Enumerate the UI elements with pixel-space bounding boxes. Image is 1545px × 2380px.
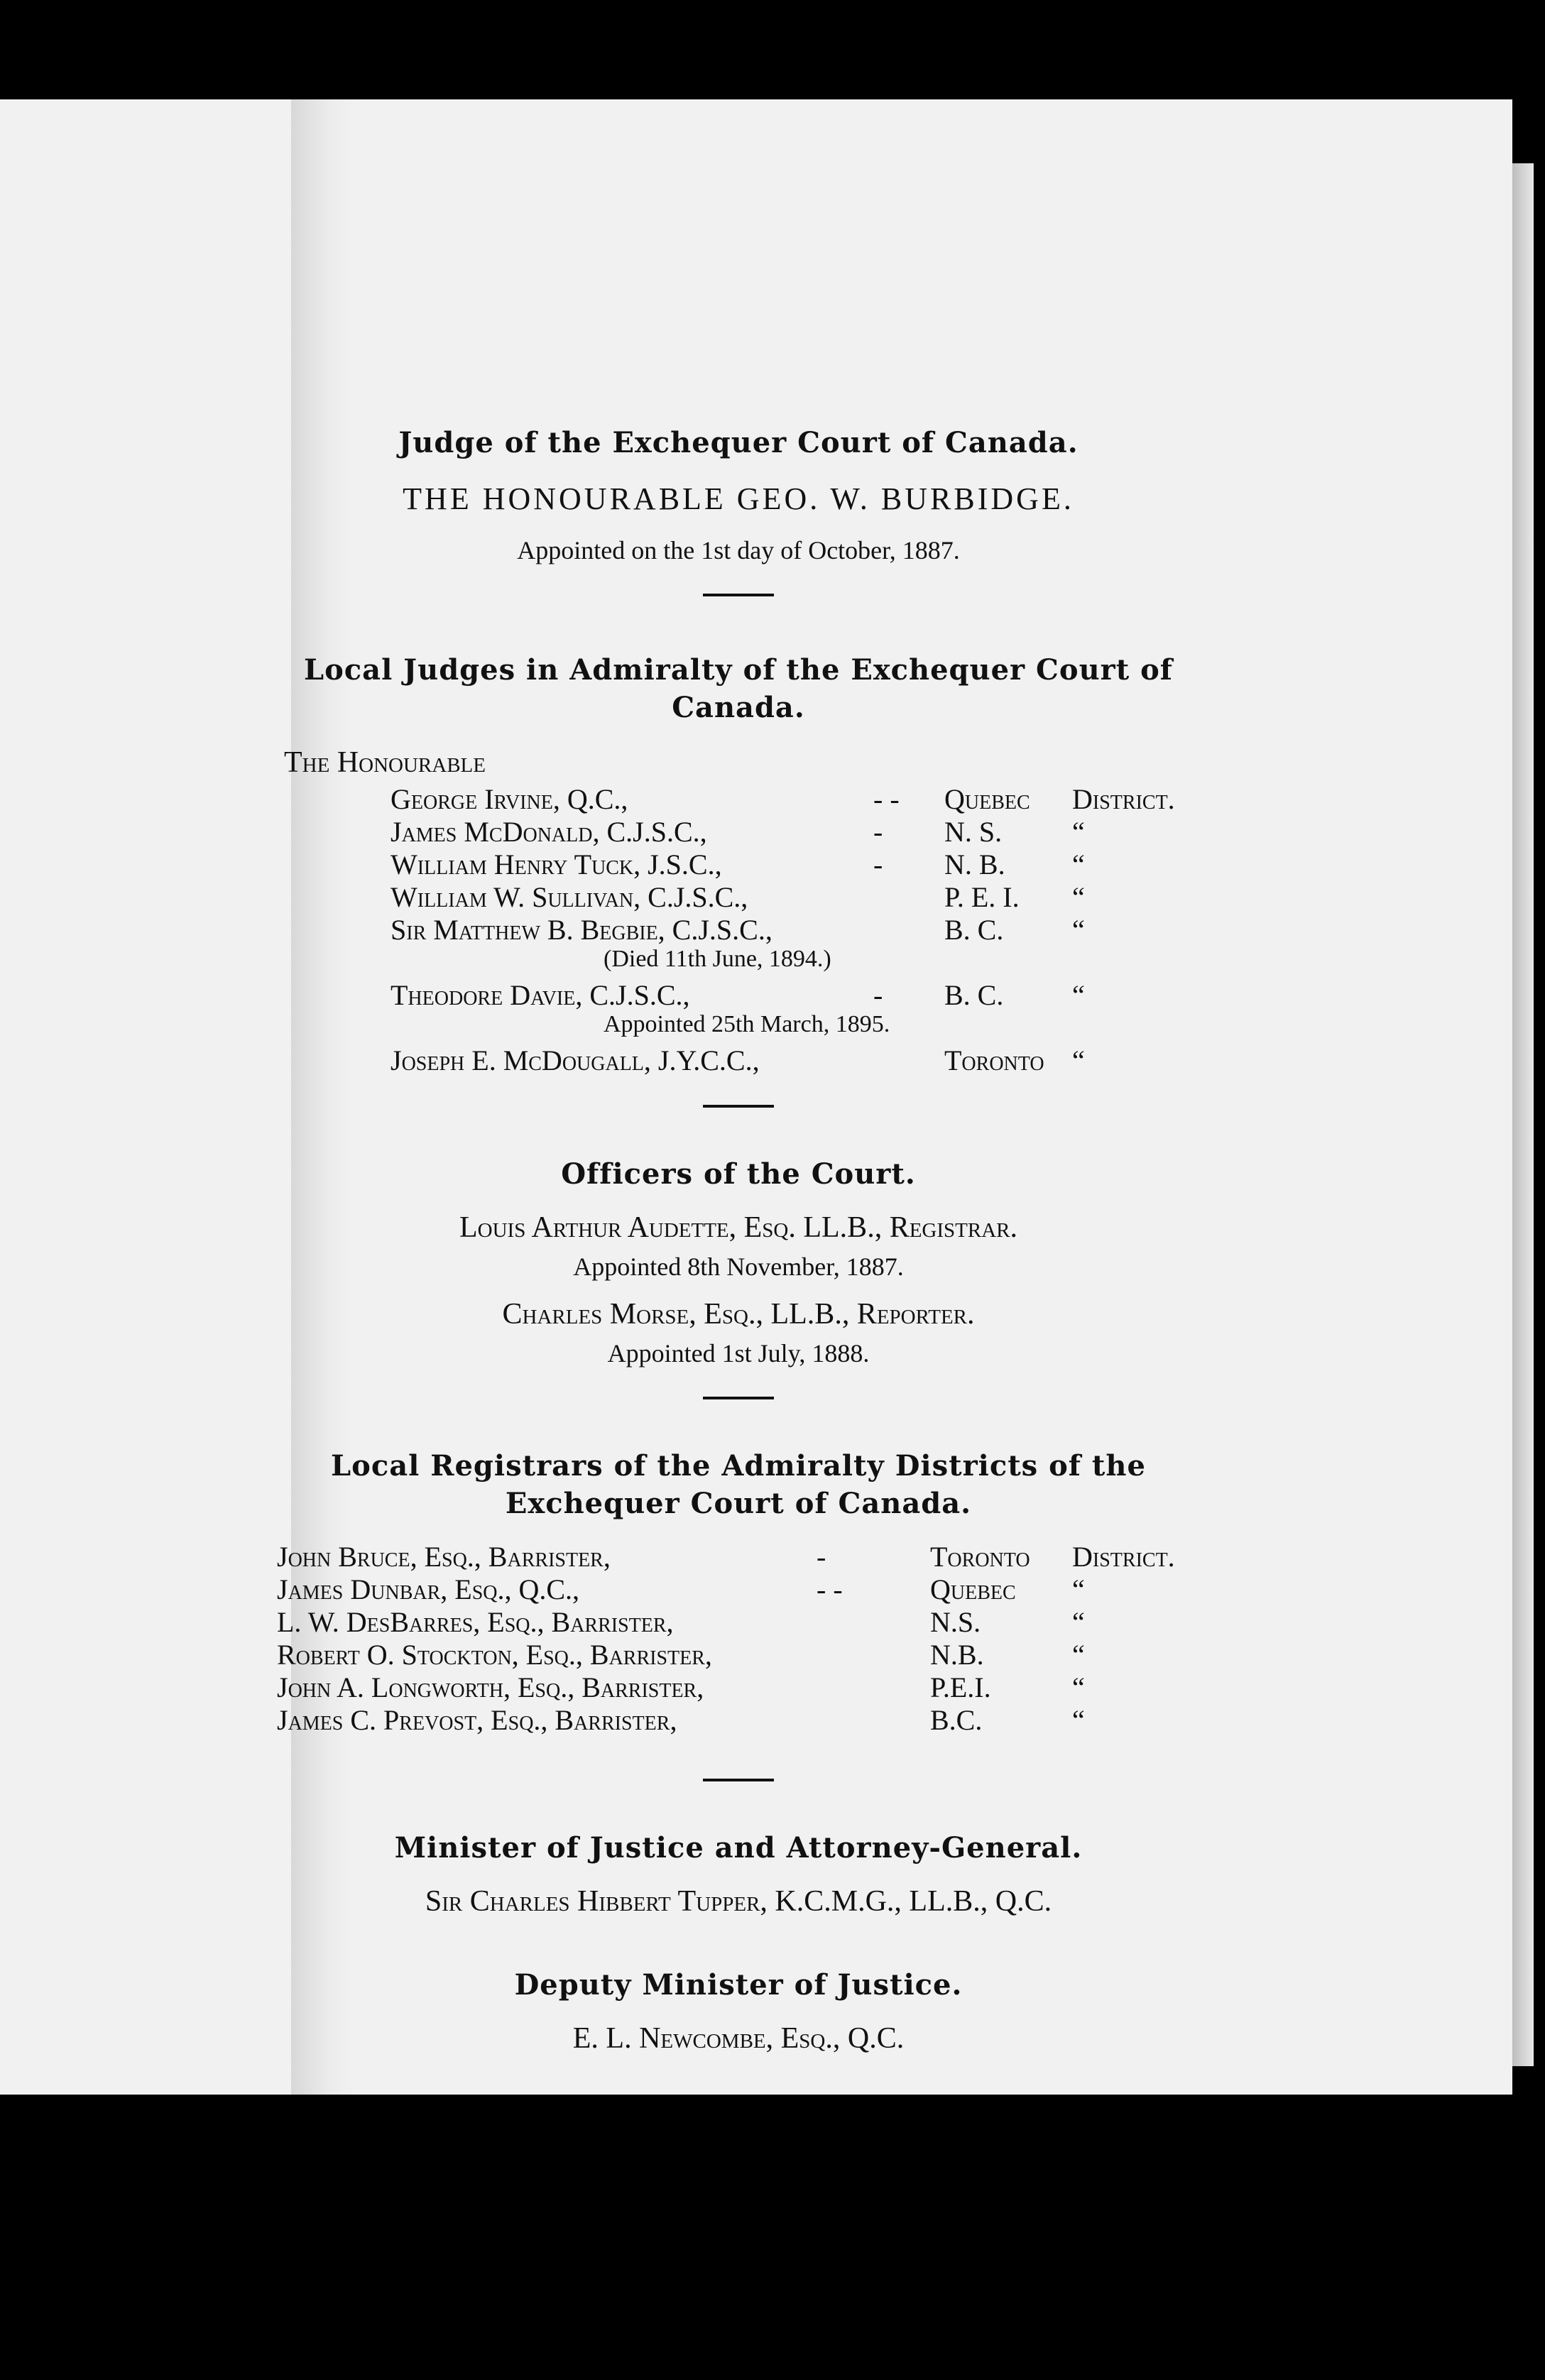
officers-section — [256, 1157, 1221, 1399]
local-registrars-section — [256, 1449, 1221, 1781]
list-row — [256, 1638, 1221, 1671]
district-label: “ — [1072, 914, 1085, 946]
divider — [703, 1397, 774, 1399]
district-label: “ — [1072, 979, 1085, 1011]
person-name: William W. Sullivan, C.J.S.C., — [391, 881, 748, 913]
district-label: “ — [1072, 881, 1085, 913]
district-label: “ — [1072, 1573, 1085, 1605]
reporter-appointed: Appointed 1st July, 1888. — [607, 1339, 870, 1368]
place-name: B. C. — [944, 979, 1004, 1011]
divider — [703, 1105, 774, 1108]
district-label: “ — [1072, 1704, 1085, 1736]
list-row — [256, 913, 1221, 946]
reporter-name: Charles Morse, Esq., LL.B., Reporter. — [502, 1298, 975, 1331]
registrar-appointed: Appointed 8th November, 1887. — [573, 1252, 904, 1281]
list-row — [256, 1044, 1221, 1076]
person-name: William Henry Tuck, J.S.C., — [391, 848, 722, 880]
place-name: P.E.I. — [930, 1671, 991, 1703]
place-name: B. C. — [944, 914, 1004, 946]
person-name: James McDonald, C.J.S.C., — [391, 816, 707, 848]
list-row — [256, 848, 1221, 880]
district-label: District. — [1072, 783, 1175, 815]
district-label: “ — [1072, 1671, 1085, 1703]
officers-heading: Officers of the Court. — [561, 1157, 916, 1191]
list-row — [256, 1605, 1221, 1638]
place-name: Toronto — [944, 1044, 1044, 1076]
person-name: James Dunbar, Esq., Q.C., — [277, 1573, 580, 1605]
leader-dash: - — [817, 1541, 826, 1573]
list-row — [256, 1540, 1221, 1573]
deputy-section — [256, 1968, 1221, 2056]
person-name: John A. Longworth, Esq., Barrister, — [277, 1671, 704, 1703]
list-row — [256, 815, 1221, 848]
place-name: Quebec — [944, 783, 1030, 815]
local-registrars-list — [256, 1540, 1221, 1736]
deputy-name: E. L. Newcombe, Esq., Q.C. — [572, 2022, 905, 2055]
person-name: James C. Prevost, Esq., Barrister, — [277, 1704, 677, 1736]
minister-name: Sir Charles Hibbert Tupper, K.C.M.G., LL.B., Q.C. — [425, 1885, 1052, 1918]
place-name: Quebec — [930, 1573, 1016, 1605]
leader-dash: - — [873, 816, 883, 848]
registrars-heading-line1: Local Registrars of the Admiralty Districts of the — [331, 1449, 1146, 1483]
person-name: Sir Matthew B. Begbie, C.J.S.C., — [391, 914, 772, 946]
local-judges-list — [256, 782, 1221, 1076]
district-label: “ — [1072, 1044, 1085, 1076]
district-label: “ — [1072, 816, 1085, 848]
district-label: “ — [1072, 1606, 1085, 1638]
place-name: N.B. — [930, 1639, 984, 1671]
place-name: B.C. — [930, 1704, 983, 1736]
exchequer-judge-heading: Judge of the Exchequer Court of Canada. — [398, 426, 1079, 459]
local-judges-heading-line2: Canada. — [672, 691, 805, 724]
list-row — [256, 978, 1221, 1011]
exchequer-judge-name: THE HONOURABLE GEO. W. BURBIDGE. — [403, 481, 1074, 516]
leader-dash: - — [873, 979, 883, 1011]
district-label: “ — [1072, 848, 1085, 880]
local-judges-heading-line1: Local Judges in Admiralty of the Exchequer Court of — [303, 653, 1174, 687]
list-row — [256, 1703, 1221, 1736]
appointment-note: (Died 11th June, 1894.) — [604, 946, 831, 972]
list-row — [256, 1573, 1221, 1605]
person-name: Robert O. Stockton, Esq., Barrister, — [277, 1639, 712, 1671]
document-body — [256, 426, 1221, 2166]
person-name: Joseph E. McDougall, J.Y.C.C., — [391, 1044, 760, 1076]
list-row — [256, 1671, 1221, 1703]
registrars-heading-line2: Exchequer Court of Canada. — [505, 1487, 972, 1520]
list-row — [256, 880, 1221, 913]
deputy-heading: Deputy Minister of Justice. — [514, 1968, 963, 2002]
person-name: John Bruce, Esq., Barrister, — [277, 1541, 611, 1573]
minister-heading: Minister of Justice and Attorney-General. — [394, 1831, 1083, 1865]
leader-dash: - — [873, 848, 883, 880]
exchequer-judge-section — [256, 426, 1221, 596]
minister-section — [256, 1831, 1221, 1918]
place-name: N. S. — [944, 816, 1003, 848]
leader-dash: - - — [873, 783, 900, 815]
honourable-prefix: The Honourable — [284, 746, 486, 779]
page-edge — [1512, 163, 1534, 2066]
district-label: District. — [1072, 1541, 1175, 1573]
exchequer-judge-appointed: Appointed on the 1st day of October, 1887. — [517, 536, 960, 564]
place-name: Toronto — [930, 1541, 1030, 1573]
registrar-name: Louis Arthur Audette, Esq. LL.B., Registrar. — [459, 1211, 1017, 1244]
leader-dash: - - — [817, 1573, 843, 1605]
person-name: Theodore Davie, C.J.S.C., — [391, 979, 690, 1011]
divider — [703, 594, 774, 596]
place-name: N. B. — [944, 848, 1005, 880]
person-name: George Irvine, Q.C., — [391, 783, 628, 815]
appointment-note: Appointed 25th March, 1895. — [604, 1011, 890, 1037]
local-judges-section — [256, 653, 1221, 1108]
divider — [703, 1779, 774, 1781]
place-name: P. E. I. — [944, 881, 1020, 913]
list-row — [256, 782, 1221, 815]
place-name: N.S. — [930, 1606, 981, 1638]
person-name: L. W. DesBarres, Esq., Barrister, — [277, 1606, 674, 1638]
district-label: “ — [1072, 1639, 1085, 1671]
